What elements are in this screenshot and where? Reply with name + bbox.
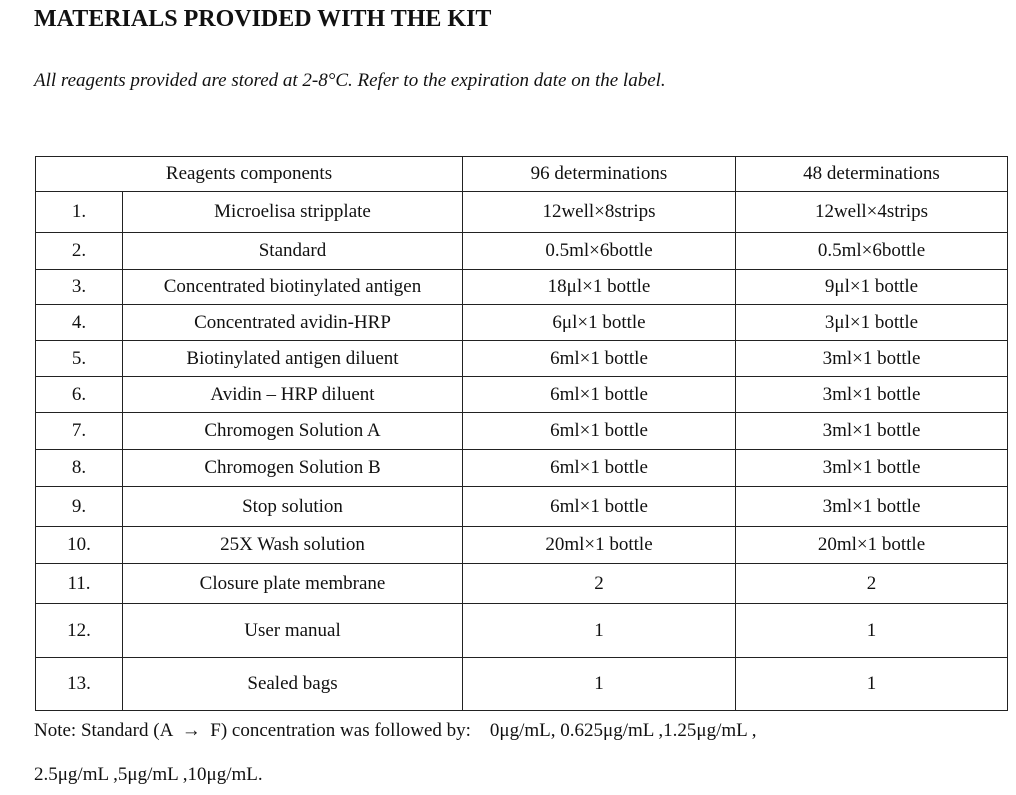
row-component: User manual <box>123 604 463 658</box>
row-48-amount: 2 <box>736 564 1008 604</box>
row-48-amount: 3ml×1 bottle <box>736 413 1008 450</box>
row-96-amount: 1 <box>463 604 736 658</box>
table-row <box>36 487 1008 527</box>
row-96-amount: 6ml×1 bottle <box>463 341 736 377</box>
row-48-amount: 1 <box>736 604 1008 658</box>
table-header-row <box>36 157 1008 192</box>
row-48-amount: 1 <box>736 658 1008 711</box>
row-component: 25X Wash solution <box>123 527 463 564</box>
row-96-amount: 1 <box>463 658 736 711</box>
table-row <box>36 527 1008 564</box>
row-48-amount: 3ml×1 bottle <box>736 450 1008 487</box>
storage-note: All reagents provided are stored at 2-8°C. Refer to the expiration date on the label. <box>34 70 666 91</box>
row-96-amount: 20ml×1 bottle <box>463 527 736 564</box>
row-number: 8. <box>36 450 123 487</box>
row-96-amount: 0.5ml×6bottle <box>463 233 736 270</box>
row-number: 11. <box>36 564 123 604</box>
row-component: Sealed bags <box>123 658 463 711</box>
kit-materials-table <box>35 156 1008 711</box>
row-number: 7. <box>36 413 123 450</box>
row-component: Stop solution <box>123 487 463 527</box>
row-96-amount: 6μl×1 bottle <box>463 305 736 341</box>
table-row <box>36 305 1008 341</box>
table-row <box>36 604 1008 658</box>
row-component: Concentrated avidin-HRP <box>123 305 463 341</box>
row-component: Biotinylated antigen diluent <box>123 341 463 377</box>
table-row <box>36 413 1008 450</box>
row-component: Closure plate membrane <box>123 564 463 604</box>
row-48-amount: 9μl×1 bottle <box>736 270 1008 305</box>
header-reagents-components: Reagents components <box>36 157 463 192</box>
standard-concentration-note-continued: 2.5μg/mL ,5μg/mL ,10μg/mL. <box>34 764 263 785</box>
table-row <box>36 658 1008 711</box>
row-number: 3. <box>36 270 123 305</box>
row-component: Chromogen Solution A <box>123 413 463 450</box>
row-96-amount: 6ml×1 bottle <box>463 377 736 413</box>
page-title: MATERIALS PROVIDED WITH THE KIT <box>34 6 492 32</box>
row-48-amount: 3ml×1 bottle <box>736 341 1008 377</box>
table-row <box>36 192 1008 233</box>
row-number: 2. <box>36 233 123 270</box>
row-component: Avidin – HRP diluent <box>123 377 463 413</box>
table-row <box>36 564 1008 604</box>
row-component: Standard <box>123 233 463 270</box>
table-row <box>36 233 1008 270</box>
row-number: 13. <box>36 658 123 711</box>
row-number: 10. <box>36 527 123 564</box>
row-96-amount: 18μl×1 bottle <box>463 270 736 305</box>
row-48-amount: 20ml×1 bottle <box>736 527 1008 564</box>
row-96-amount: 6ml×1 bottle <box>463 413 736 450</box>
header-48-determinations: 48 determinations <box>736 157 1008 192</box>
row-96-amount: 6ml×1 bottle <box>463 487 736 527</box>
table-row <box>36 341 1008 377</box>
row-48-amount: 3μl×1 bottle <box>736 305 1008 341</box>
header-96-determinations: 96 determinations <box>463 157 736 192</box>
row-number: 5. <box>36 341 123 377</box>
row-component: Concentrated biotinylated antigen <box>123 270 463 305</box>
table-row <box>36 270 1008 305</box>
row-96-amount: 2 <box>463 564 736 604</box>
row-number: 1. <box>36 192 123 233</box>
row-component: Chromogen Solution B <box>123 450 463 487</box>
table-row <box>36 377 1008 413</box>
row-number: 12. <box>36 604 123 658</box>
row-96-amount: 12well×8strips <box>463 192 736 233</box>
row-number: 4. <box>36 305 123 341</box>
row-component: Microelisa stripplate <box>123 192 463 233</box>
standard-concentration-note: Note: Standard (A → F) concentration was followed by: 0μg/mL, 0.625μg/mL ,1.25μg/mL , <box>34 720 757 741</box>
row-number: 9. <box>36 487 123 527</box>
row-48-amount: 12well×4strips <box>736 192 1008 233</box>
table-row <box>36 450 1008 487</box>
row-48-amount: 3ml×1 bottle <box>736 377 1008 413</box>
row-number: 6. <box>36 377 123 413</box>
row-96-amount: 6ml×1 bottle <box>463 450 736 487</box>
row-48-amount: 0.5ml×6bottle <box>736 233 1008 270</box>
row-48-amount: 3ml×1 bottle <box>736 487 1008 527</box>
